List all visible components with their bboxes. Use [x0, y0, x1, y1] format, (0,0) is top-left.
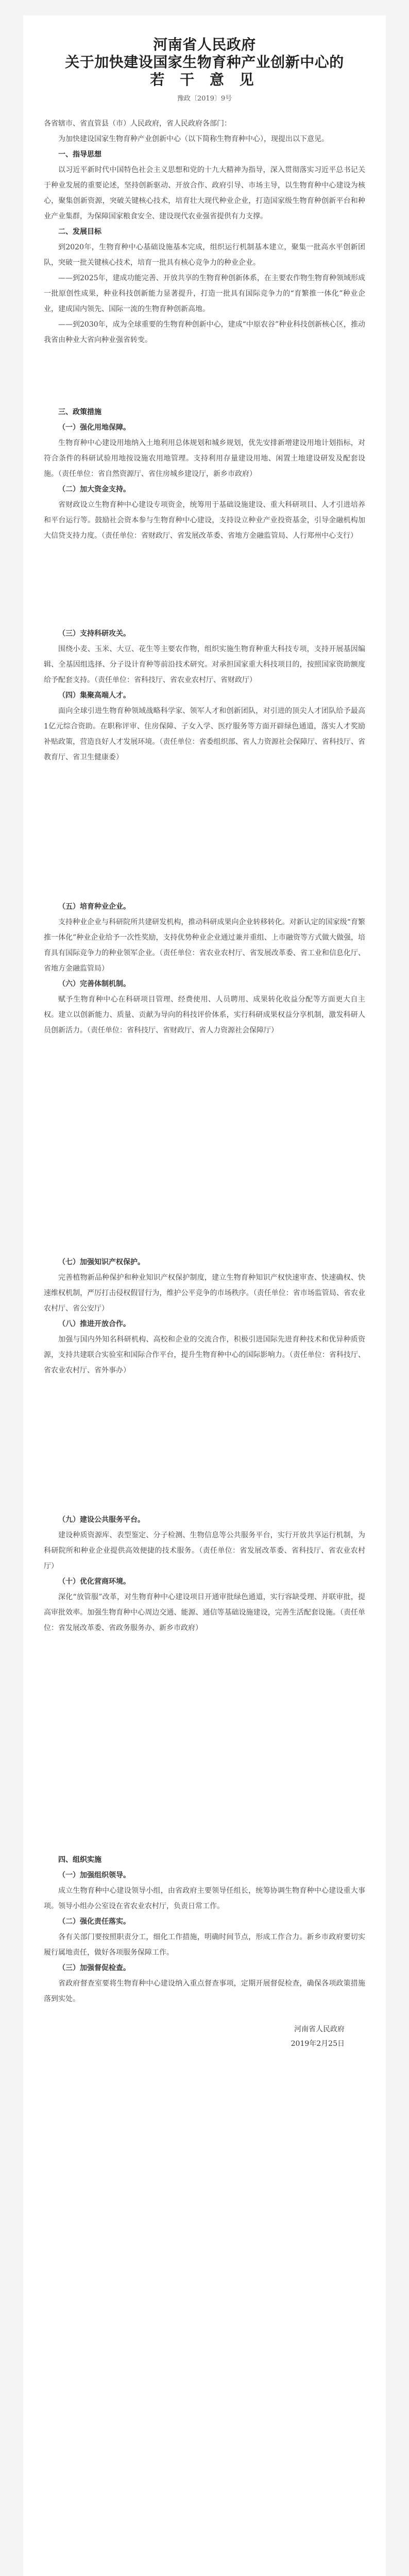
document-page [23, 15, 386, 2576]
policy-4-paragraph: 面向全球引进生物育种领域战略科学家、领军人才和创新团队，对引进的顶尖人才团队给予最高1亿元综合资助。在职称评审、住房保障、子女入学、医疗服务等方面开辟绿色通道，落实人才奖励补贴政策，营造良好人才发展环境。（责任单位：省委组织部、省人力资源社会保障厅、省科技厅、省教育厅、省卫生健康委） [44, 707, 365, 761]
policy-1-paragraph: 生物育种中心建设用地纳入土地利用总体规划和城乡规划，优先安排新增建设用地计划指标，对符合条件的科研试验用地按设施农用地管理。支持利用存量建设用地、闲置土地建设研发及配套设施。（责任单位：省自然资源厅、省住房城乡建设厅，新乡市政府） [44, 439, 365, 478]
impl-2-title: （二）强化责任落实。 [58, 1918, 130, 1926]
policy-7-paragraph: 完善植物新品种保护和种业知识产权保护制度，建立生物育种知识产权快速审查、快速确权、快速维权机制，严厉打击侵权假冒行为，维护公平竞争的市场秩序。（责任单位：省市场监管局、省农业农村厅、省公安厅） [44, 1274, 365, 1313]
guiding-paragraph: 以习近平新时代中国特色社会主义思想和党的十九大精神为指导，深入贯彻落实习近平总书记关于种业发展的重要论述，坚持创新驱动、开放合作、政府引导、市场主导，以生物育种中心建设为核心，聚集创新资源，突破关键核心技术，培育壮大现代种业企业，打造国家级生物育种创新平台和种业产业集群，为保障国家粮食安全、建设现代农业强省提供有力支撑。 [44, 166, 365, 221]
signature-org: 河南省人民政府 [294, 2025, 345, 2033]
section-heading-goals: 二、发展目标 [58, 228, 101, 236]
policy-10-paragraph: 深化“放管服”改革，对生物育种中心建设项目开通审批绿色通道，实行容缺受理、并联审批，提高审批效率。加强生物育种中心周边交通、能源、通信等基础设施建设，完善生活配套设施。（责任单位：省发展改革委、省政务服务办、新乡市政府） [44, 1593, 365, 1632]
salutation: 各省辖市、省直管县（市）人民政府，省人民政府各部门： [44, 120, 231, 128]
goal-paragraph-2030: ——到2030年，成为全球重要的生物育种创新中心，建成“中原农谷”种业科技创新核心区，推动我省由种业大省向种业强省转变。 [44, 320, 365, 344]
policy-6-paragraph: 赋予生物育种中心在科研项目管理、经费使用、人员聘用、成果转化收益分配等方面更大自主权。建立以创新能力、质量、贡献为导向的科技评价体系，实行科研成果权益分享机制，激发科研人员创新活力。（责任单位：省科技厅、省财政厅、省人力资源社会保障厅） [44, 995, 365, 1035]
policy-2-title: （二）加大资金支持。 [58, 485, 130, 494]
policy-8-title: （八）推进开放合作。 [58, 1320, 130, 1328]
signature-block [44, 2022, 365, 2051]
policy-8-paragraph: 加强与国内外知名科研机构、高校和企业的交流合作，积极引进国际先进育种技术和优异种质资源，支持共建联合实验室和国际合作平台，提升生物育种中心的国际影响力。（责任单位：省科技厅、省农业农村厅、省外事办） [44, 1335, 365, 1375]
section-heading-guiding: 一、指导思想 [58, 150, 101, 159]
impl-3-paragraph: 省政府督查室要将生物育种中心建设纳入重点督查事项，定期开展督促检查，确保各项政策措施落到实处。 [44, 1979, 365, 2003]
impl-1-title: （一）加强组织领导。 [58, 1871, 130, 1879]
policy-3-paragraph: 围绕小麦、玉米、大豆、花生等主要农作物，组织实施生物育种重大科技专项，支持开展基因编辑、全基因组选择、分子设计育种等前沿技术研究。对承担国家重大科技项目的，按照国家资助额度给予配套支持。（责任单位：省科技厅、省农业农村厅、省财政厅） [44, 645, 365, 684]
document-title-line1: 关于加快建设国家生物育种产业创新中心的 [65, 54, 344, 71]
policy-2-paragraph: 省财政设立生物育种中心建设专项资金，统筹用于基础设施建设、重大科研项目、人才引进培养和平台运行等。鼓励社会资本参与生物育种中心建设，支持设立种业产业投资基金，引导金融机构加大信贷支持力度。（责任单位：省财政厅、省发展改革委、省地方金融监管局、人行郑州中心支行） [44, 501, 365, 540]
impl-2-paragraph: 各有关部门要按照职责分工，细化工作措施，明确时间节点，形成工作合力。新乡市政府要切实履行属地责任，做好各项服务保障工作。 [44, 1933, 365, 1957]
goal-paragraph-2020: 到2020年，生物育种中心基础设施基本完成，组织运行机制基本建立，聚集一批高水平创新团队，突破一批关键核心技术，培育一批具有核心竞争力的种业企业。 [44, 243, 365, 267]
section-heading-policies: 三、政策措施 [58, 408, 101, 416]
goal-paragraph-2025: ——到2025年，建成功能完善、开放共享的生物育种创新体系，在主要农作物生物育种领域形成一批原创性成果，种业科技创新能力显著提升，打造一批具有国际竞争力的“育繁推一体化”种业企业，建成国内领先、国际一流的生物育种创新高地。 [44, 274, 365, 313]
section-heading-implementation: 四、组织实施 [58, 1856, 101, 1864]
policy-3-title: （三）支持科研攻关。 [58, 630, 130, 638]
issuer-name: 河南省人民政府 [153, 36, 256, 53]
intro-paragraph: 为加快建设国家生物育种产业创新中心（以下简称生物育种中心），现提出以下意见。 [58, 135, 329, 143]
signature-date: 2019年2月25日 [291, 2040, 345, 2048]
policy-1-title: （一）强化用地保障。 [58, 423, 130, 432]
impl-3-title: （三）加强督促检查。 [58, 1964, 130, 1972]
policy-10-title: （十）优化营商环境。 [58, 1578, 130, 1586]
document-header [44, 36, 365, 103]
policy-5-title: （五）培育种业企业。 [58, 903, 130, 911]
document-number: 豫政〔2019〕9号 [177, 95, 232, 103]
policy-9-paragraph: 建设种质资源库、表型鉴定、分子检测、生物信息等公共服务平台，实行开放共享运行机制，为科研院所和种业企业提供高效便捷的技术服务。（责任单位：省发展改革委、省科技厅、省农业农村厅） [44, 1531, 365, 1570]
policy-7-title: （七）加强知识产权保护。 [58, 1258, 145, 1266]
policy-5-paragraph: 支持种业企业与科研院所共建研发机构，推动科研成果向企业转移转化。对新认定的国家级“育繁推一体化”种业企业给予一次性奖励，支持优势种业企业通过兼并重组、上市融资等方式做大做强，培育具有国际竞争力的种业领军企业。（责任单位：省农业农村厅、省发展改革委、省工业和信息化厅、省地方金融监管局） [44, 918, 365, 973]
policy-4-title: （四）集聚高端人才。 [58, 691, 130, 700]
policy-9-title: （九）建设公共服务平台。 [58, 1516, 145, 1524]
impl-1-paragraph: 成立生物育种中心建设领导小组，由省政府主要领导任组长，统筹协调生物育种中心建设重大事项。领导小组办公室设在省农业农村厅，负责日常工作。 [44, 1887, 365, 1910]
policy-6-title: （六）完善体制机制。 [58, 980, 130, 988]
document-title-line2: 若 干 意 见 [150, 71, 259, 88]
